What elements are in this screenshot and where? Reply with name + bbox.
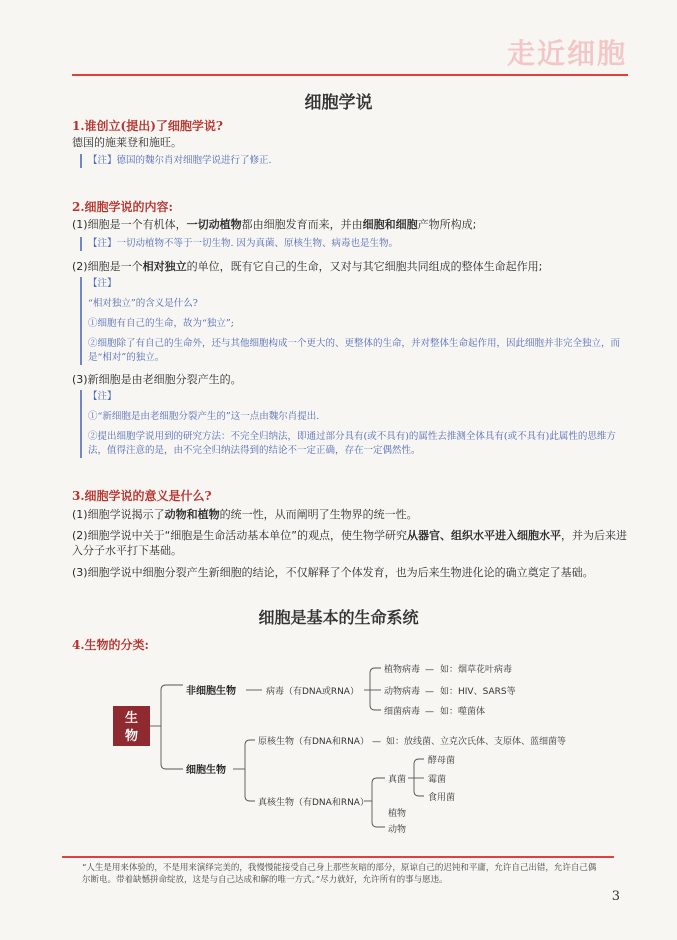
note-line: ②提出细胞学说用到的研究方法：不完全归纳法，即通过部分具有(或不具有)的属性去推测全体具有(或不具有)此属性的思维方法，值得注意的是，由不完全归纳法得到的结论不一定正确，存在一定偶然性。 [88, 431, 616, 456]
emphasis: 相对独立 [142, 260, 187, 273]
q1-answer: 德国的施莱登和施旺。 [72, 136, 182, 149]
brand-title: 走近细胞 [506, 37, 627, 70]
dash: — [372, 737, 381, 747]
eukaryote-label: 真核生物（有DNA和RNA） [258, 798, 369, 808]
emphasis: 动物和植物 [164, 508, 220, 521]
animals-label: 动物 [388, 825, 407, 835]
text-run: (2)细胞学说中关于“细胞是生命活动基本单位”的观点，使生物学研究 [72, 529, 407, 542]
q2-point-1 [72, 217, 632, 232]
prokaryote-label: 原核生物（有DNA和RNA） [258, 737, 369, 747]
q3-point-2 [72, 528, 632, 558]
cell-label: 细胞生物 [186, 765, 226, 776]
virus-label: 病毒（有DNA或RNA） [266, 687, 359, 697]
plants-label: 植物 [388, 809, 407, 819]
q1-note: 【注】德国的魏尔肖对细胞学说进行了修正. [80, 154, 633, 168]
footer-quote: “人生是用来体验的，不是用来演绎完美的，我慢慢能接受自己身上那些灰暗的部分，原谅自己的迟钝和平庸，允许自己出错，允许自己偶尔断电。带着缺憾拼命绽放，这是与自己达成和解的唯一方式。”尽力就好，允许所有的事与愿违。 [82, 863, 597, 885]
connector [370, 690, 381, 710]
text-run: 都由细胞发育而来，并由 [241, 218, 363, 231]
note-line: ①细胞有自己的生命，故为“独立”; [88, 318, 234, 329]
footer-divider [62, 856, 614, 858]
text-run: 产物所构成; [417, 218, 477, 231]
q3-point-3: (3)细胞学说中细胞分裂产生新细胞的结论，不仅解释了个体发育，也为后来生物进化论的确立奠定了基础。 [72, 566, 594, 579]
animal-virus-example: 如：HIV、SARS等 [440, 687, 516, 697]
note-line: 【注】 [88, 391, 117, 402]
root-label-2: 物 [124, 729, 139, 744]
bacteria-virus-example: 如：噬菌体 [440, 707, 486, 717]
plant-virus-label: 植物病毒 [384, 665, 421, 675]
note-line: ②细胞除了有自己的生命外，还与其他细胞构成一个更大的、更整体的生命，并对整体生命起作用，因此细胞并非完全独立，而是“相对”的独立。 [88, 338, 621, 363]
connector [245, 769, 255, 801]
text-run: ，并为后来进入分子水平打下基础。 [72, 529, 627, 557]
q2-point-3: (3)新细胞是由老细胞分裂产生的。 [72, 373, 242, 386]
q2-note-3 [80, 390, 633, 458]
text-run: 的统一性，从而阐明了生物界的统一性。 [219, 508, 418, 521]
connector [370, 668, 381, 690]
text-run: 的单位，既有它自己的生命，又对与其它细胞共同组成的整体生命起作用; [186, 260, 543, 273]
prokaryote-example: 如：放线菌、立克次氏体、支原体、蓝细菌等 [386, 737, 567, 747]
animal-virus-label: 动物病毒 [384, 687, 421, 697]
q2-point-2 [72, 259, 632, 274]
q1-heading: 1.谁创立(提出)了细胞学说? [72, 119, 223, 133]
connector [245, 740, 255, 769]
q2-heading: 2.细胞学说的内容: [72, 200, 173, 214]
q3-point-1 [72, 507, 632, 522]
q4-heading: 4.生物的分类: [72, 638, 149, 652]
root-label-1: 生 [124, 711, 139, 726]
note-line: 【注】 [88, 278, 117, 289]
yeast-label: 酵母菌 [428, 756, 456, 766]
q3-heading: 3.细胞学说的意义是什么? [72, 489, 212, 503]
dash: — [425, 665, 434, 675]
connector [161, 685, 183, 726]
note-line: “相对独立”的含义是什么? [88, 298, 198, 309]
section-title-life-system: 细胞是基本的生命系统 [258, 608, 419, 627]
connector [414, 778, 424, 796]
note-line: ①“新细胞是由老细胞分裂产生的”这一点由魏尔肖提出. [88, 411, 320, 422]
emphasis: 细胞和细胞 [362, 218, 418, 231]
page-number: 3 [611, 889, 620, 904]
emphasis: 一切动植物 [186, 218, 242, 231]
bacteria-virus-label: 细菌病毒 [384, 707, 421, 717]
classification-diagram [0, 650, 677, 845]
section-title-cell-theory: 细胞学说 [304, 93, 373, 113]
header-divider [72, 74, 628, 76]
text-run: (2)细胞是一个 [72, 260, 143, 273]
connector [372, 801, 385, 827]
mushroom-label: 食用菌 [428, 793, 456, 803]
connector [372, 778, 385, 801]
fungi-label: 真菌 [388, 775, 407, 785]
noncell-label: 非细胞生物 [186, 686, 236, 697]
mold-label: 霉菌 [428, 775, 447, 785]
dash: — [425, 687, 434, 697]
text-run: (1)细胞是一个有机体， [72, 218, 187, 231]
q2-note-2 [80, 277, 633, 365]
text-run: (1)细胞学说揭示了 [72, 508, 165, 521]
connector [414, 759, 424, 778]
plant-virus-example: 如：烟草花叶病毒 [440, 665, 513, 675]
dash: — [425, 707, 434, 717]
connector [161, 726, 183, 769]
emphasis: 从器官、组织水平进入细胞水平 [406, 529, 561, 542]
q2-note-1: 【注】一切动植物不等于一切生物. 因为真菌、原核生物、病毒也是生物。 [80, 237, 633, 251]
